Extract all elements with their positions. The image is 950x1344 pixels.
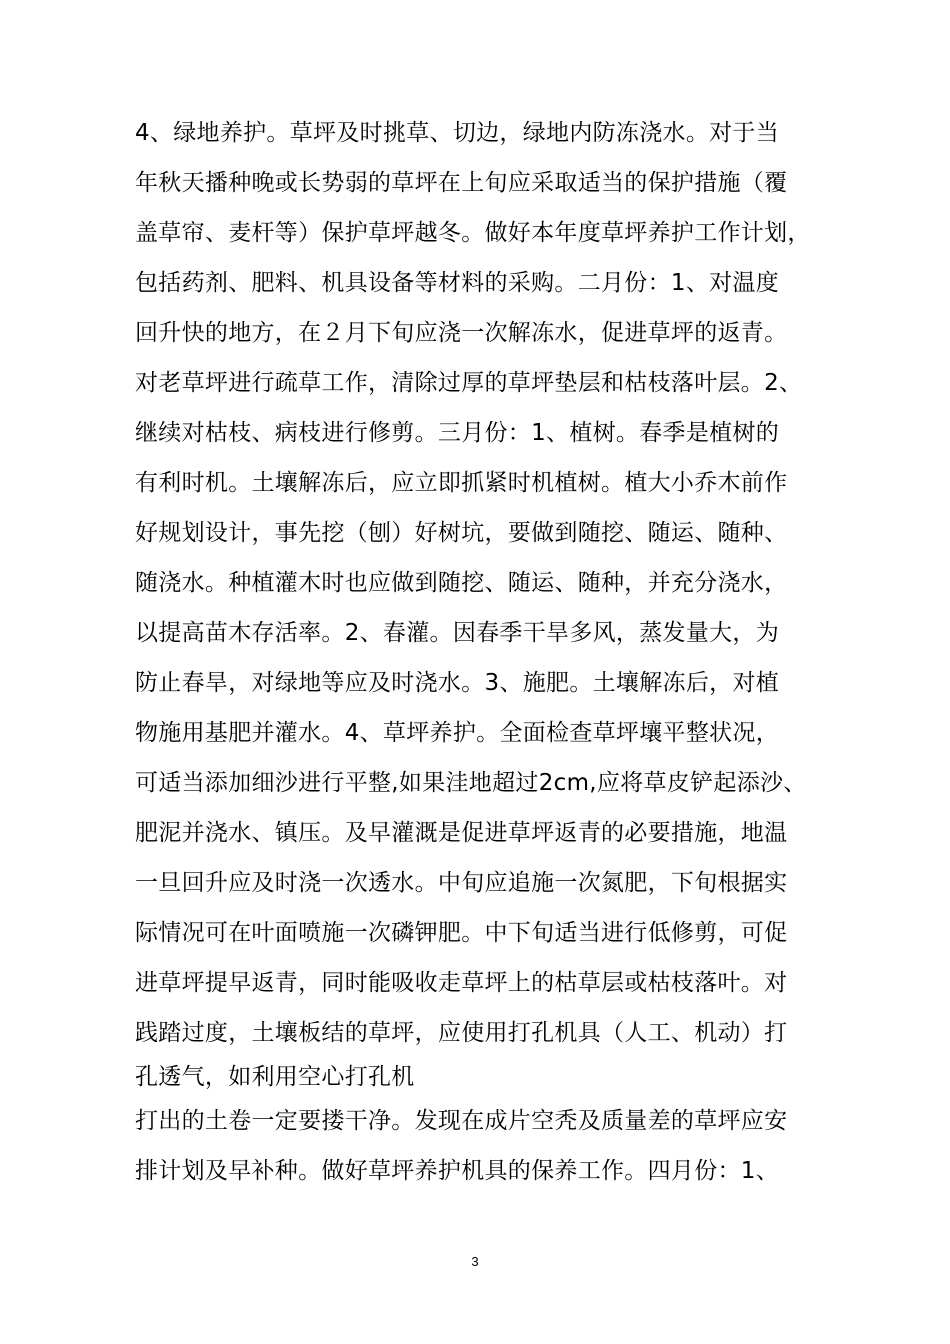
text-line: 4、绿地养护。草坪及时挑草、切边，绿地内防冻浇水。对于当 bbox=[135, 120, 780, 146]
text-line: 排计划及早补种。做好草坪养护机具的保养工作。四月份：1、 bbox=[135, 1158, 780, 1184]
text-line: 一旦回升应及时浇一次透水。中旬应追施一次氮肥，下旬根据实 bbox=[135, 870, 788, 896]
body-text bbox=[135, 108, 835, 1196]
text-line: 包括药剂、肥料、机具设备等材料的采购。二月份：1、对温度 bbox=[135, 270, 780, 296]
text-line: 孔透气，如利用空心打孔机 bbox=[135, 1064, 415, 1090]
text-line: 回升快的地方，在２月下旬应浇一次解冻水，促进草坪的返青。 bbox=[135, 320, 788, 346]
text-line: 践踏过度，土壤板结的草坪，应使用打孔机具（人工、机动）打 bbox=[135, 1020, 788, 1046]
text-line: 打出的土卷一定要搂干净。发现在成片空秃及质量差的草坪应安 bbox=[135, 1108, 788, 1134]
text-line: 进草坪提早返青，同时能吸收走草坪上的枯草层或枯枝落叶。对 bbox=[135, 970, 788, 996]
text-line: 年秋天播种晚或长势弱的草坪在上旬应采取适当的保护措施（覆 bbox=[135, 170, 788, 196]
text-line: 随浇水。种植灌木时也应做到随挖、随运、随种，并充分浇水， bbox=[135, 570, 788, 596]
text-line: 物施用基肥并灌水。4、草坪养护。全面检查草坪壤平整状况， bbox=[135, 720, 780, 746]
text-line: 可适当添加细沙进行平整,如果洼地超过2cm,应将草皮铲起添沙、 bbox=[135, 770, 807, 796]
text-line: 肥泥并浇水、镇压。及早灌溉是促进草坪返青的必要措施，地温 bbox=[135, 820, 788, 846]
text-line: 好规划设计，事先挖（刨）好树坑，要做到随挖、随运、随种、 bbox=[135, 520, 788, 546]
text-line: 际情况可在叶面喷施一次磷钾肥。中下旬适当进行低修剪，可促 bbox=[135, 920, 788, 946]
text-line: 盖草帘、麦杆等）保护草坪越冬。做好本年度草坪养护工作计划， bbox=[135, 220, 811, 246]
page-number: 3 bbox=[471, 1254, 479, 1269]
text-line: 以提高苗木存活率。2、春灌。因春季干旱多风，蒸发量大，为 bbox=[135, 620, 780, 646]
text-line: 有利时机。土壤解冻后，应立即抓紧时机植树。植大小乔木前作 bbox=[135, 470, 788, 496]
text-line: 防止春旱，对绿地等应及时浇水。3、施肥。土壤解冻后，对植 bbox=[135, 670, 780, 696]
text-line: 继续对枯枝、病枝进行修剪。三月份：1、植树。春季是植树的 bbox=[135, 420, 780, 446]
text-line: 对老草坪进行疏草工作，清除过厚的草坪垫层和枯枝落叶层。2、 bbox=[135, 370, 803, 396]
